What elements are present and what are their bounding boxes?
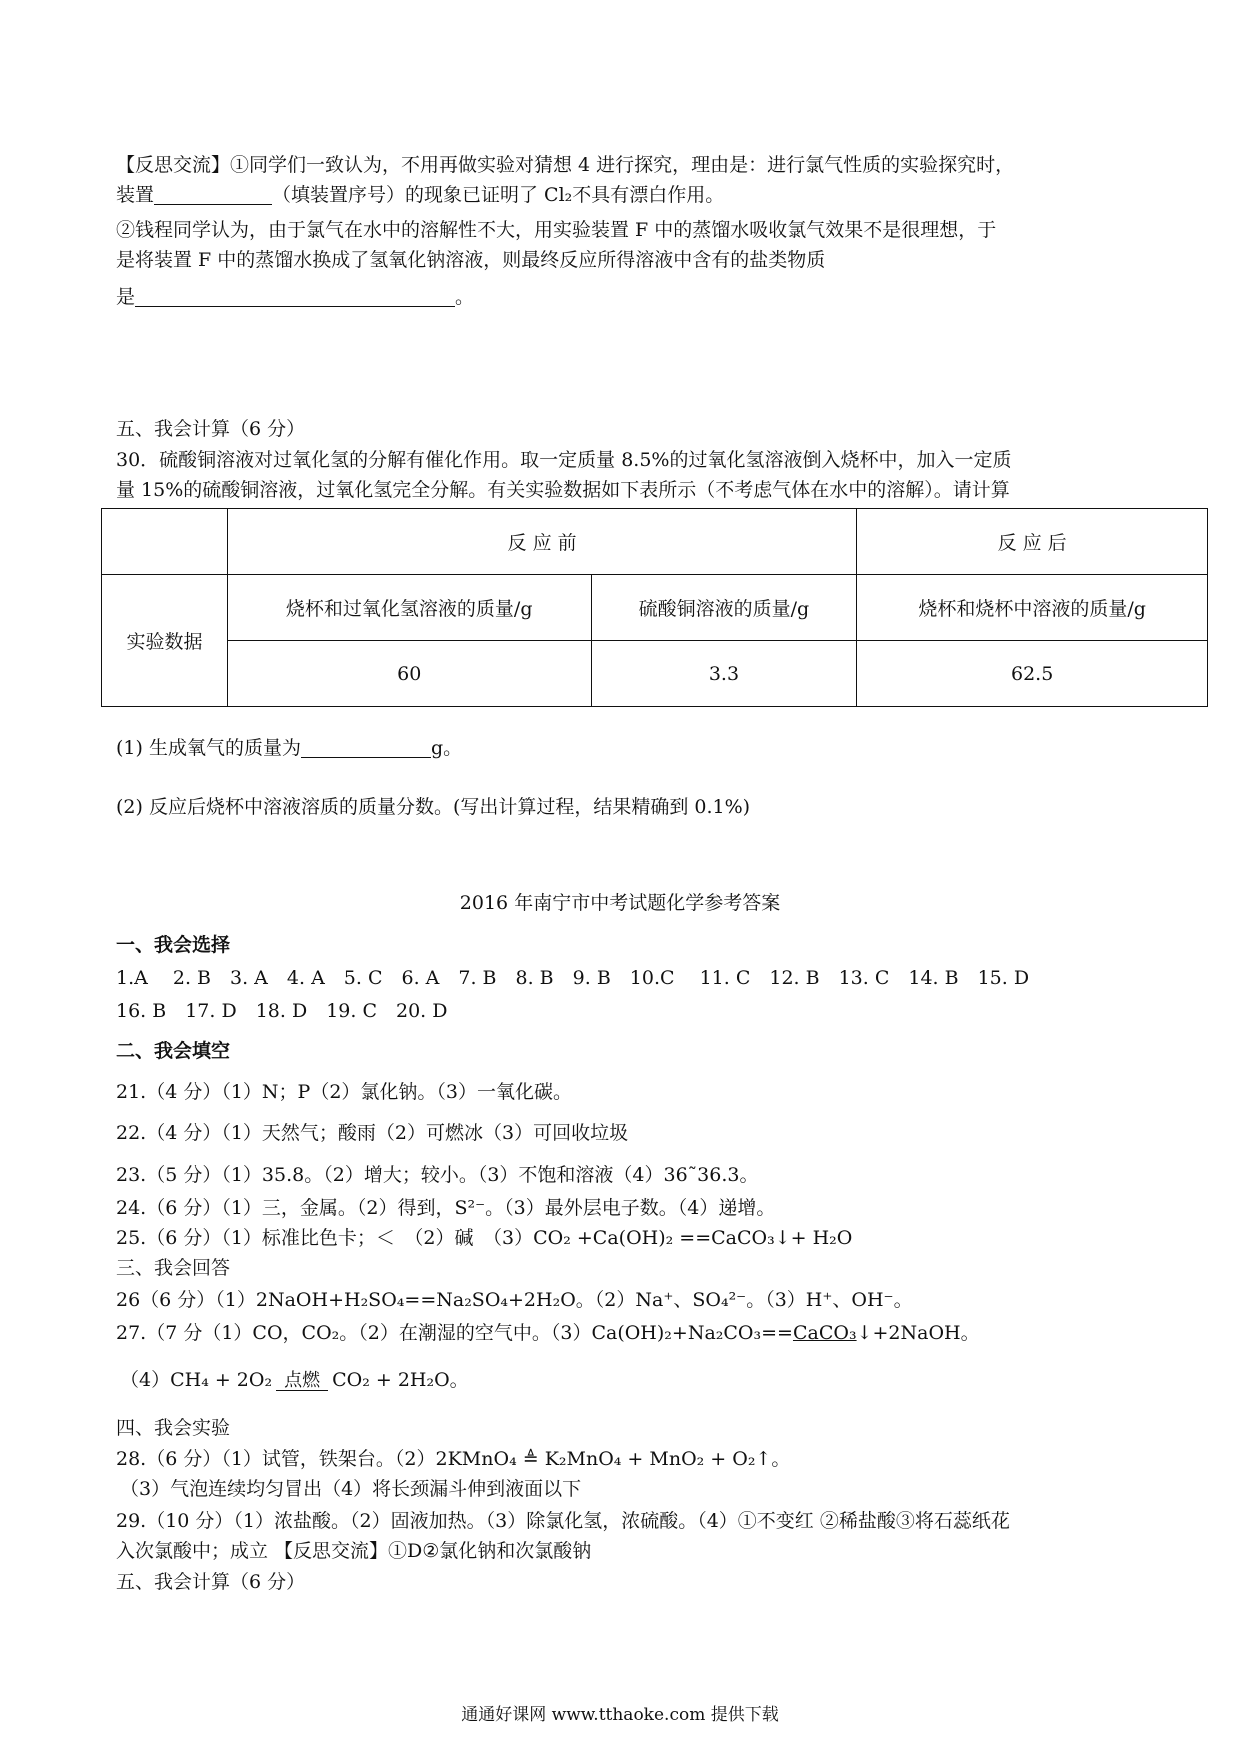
reflection-line-3: ②钱程同学认为，由于氯气在水中的溶解性不大，用实验装置 F 中的蒸馏水吸收氯气效果不是很理想，于 bbox=[116, 219, 997, 241]
answer-27-equation-pre: （4）CH₄ + 2O₂ bbox=[120, 1369, 273, 1391]
answer-26: 26（6 分）（1）2NaOH+H₂SO₄==Na₂SO₄+2H₂O。（2）Na⁺、SO₄²⁻。（3）H⁺、OH⁻。 bbox=[116, 1289, 913, 1311]
reflection-line-5-post: 。 bbox=[455, 286, 475, 308]
reflection-line-5-pre: 是 bbox=[116, 286, 136, 308]
answer-blank-device[interactable] bbox=[154, 182, 272, 205]
reflection-line-2-pre: 装置 bbox=[116, 184, 155, 206]
reflection-line-1: 【反思交流】①同学们一致认为，不用再做实验对猜想 4 进行探究，理由是：进行氯气性质的实验探究时， bbox=[116, 154, 1015, 176]
answer-27 bbox=[116, 1318, 1140, 1348]
answers-section-1-heading: 一、我会选择 bbox=[116, 934, 231, 956]
answers-choice-line-1: 1.A 2. B 3. A 4. A 5. C 6. A 7. B 8. B 9. B 10.C 11. C 12. B 13. C 14. B 15. D bbox=[116, 967, 1030, 989]
answers-choice-line-2: 16. B 17. D 18. D 19. C 20. D bbox=[116, 1000, 448, 1022]
table-value-3: 62.5 bbox=[857, 641, 1208, 707]
answers-title: 2016 年南宁市中考试题化学参考答案 bbox=[459, 892, 781, 914]
reflection-line-2-post: （填装置序号）的现象已证明了 Cl₂不具有漂白作用。 bbox=[272, 184, 725, 206]
table-col-2-header: 硫酸铜溶液的质量/g bbox=[591, 575, 857, 641]
answers-section-4-heading: 四、我会实验 bbox=[116, 1417, 231, 1439]
answer-24: 24.（6 分）（1）三，金属。（2）得到，S²⁻。（3）最外层电子数。（4）递增。 bbox=[116, 1197, 776, 1219]
table-value-1: 60 bbox=[227, 641, 591, 707]
table-value-2: 3.3 bbox=[591, 641, 857, 707]
question-30-line-1: 30．硫酸铜溶液对过氧化氢的分解有催化作用。取一定质量 8.5%的过氧化氢溶液倒入烧杯中，加入一定质 bbox=[116, 449, 1012, 471]
answer-27-underlined: CaCO₃ bbox=[792, 1322, 857, 1344]
answer-21: 21.（4 分）（1）N；P（2）氯化钠。（3）一氧化碳。 bbox=[116, 1081, 573, 1103]
reaction-condition-label: 点燃 bbox=[284, 1369, 321, 1391]
question-30-line-2: 量 15%的硫酸铜溶液，过氧化氢完全分解。有关实验数据如下表所示（不考虑气体在水中的溶解）。请计算 bbox=[116, 479, 1010, 501]
table-corner-cell bbox=[102, 509, 228, 575]
question-2: (2) 反应后烧杯中溶液溶质的质量分数。(写出计算过程，结果精确到 0.1%) bbox=[116, 796, 751, 818]
table-col-1-header: 烧杯和过氧化氢溶液的质量/g bbox=[227, 575, 591, 641]
answer-27-equation bbox=[120, 1365, 1140, 1395]
experiment-data-table bbox=[101, 508, 1208, 707]
page-footer: 通通好课网 www.tthaoke.com 提供下载 bbox=[461, 1705, 779, 1725]
answer-blank-oxygen-mass[interactable] bbox=[301, 735, 431, 758]
answer-27-post: ↓+2NaOH。 bbox=[856, 1322, 980, 1344]
section-5-heading: 五、我会计算（6 分） bbox=[116, 418, 306, 440]
answers-section-3-heading: 三、我会回答 bbox=[116, 1257, 231, 1279]
question-1-post: g。 bbox=[430, 737, 463, 759]
answer-29-continued: 入次氯酸中；成立 【反思交流】①D②氯化钠和次氯酸钠 bbox=[116, 1540, 592, 1562]
table-header-after: 反 应 后 bbox=[857, 509, 1208, 575]
answer-22: 22.（4 分）（1）天然气；酸雨（2）可燃冰（3）可回收垃圾 bbox=[116, 1122, 629, 1144]
answer-27-pre: 27.（7 分（1）CO，CO₂。（2）在潮湿的空气中。（3）Ca(OH)₂+Na₂CO₃== bbox=[116, 1322, 793, 1344]
reflection-line-4: 是将装置 F 中的蒸馏水换成了氢氧化钠溶液，则最终反应所得溶液中含有的盐类物质 bbox=[116, 249, 826, 271]
reflection-line-5 bbox=[116, 282, 1140, 312]
question-1-pre: (1) 生成氧气的质量为 bbox=[116, 737, 301, 759]
answer-28-continued: （3）气泡连续均匀冒出（4）将长颈漏斗伸到液面以下 bbox=[120, 1478, 582, 1500]
answers-section-2-heading: 二、我会填空 bbox=[116, 1040, 231, 1062]
answer-23: 23.（5 分）（1）35.8。（2）增大；较小。（3）不饱和溶液（4）36˜36.3。 bbox=[116, 1164, 759, 1186]
answer-28: 28.（6 分）（1）试管，铁架台。（2）2KMnO₄ ≜ K₂MnO₄ + MnO₂ + O₂↑。 bbox=[116, 1448, 791, 1470]
table-header-before: 反 应 前 bbox=[227, 509, 856, 575]
question-1 bbox=[116, 733, 1140, 763]
answer-blank-salts[interactable] bbox=[135, 284, 455, 307]
table-col-3-header: 烧杯和烧杯中溶液的质量/g bbox=[857, 575, 1208, 641]
reaction-condition bbox=[276, 1369, 328, 1391]
answers-section-5-heading: 五、我会计算（6 分） bbox=[116, 1571, 306, 1593]
answer-27-equation-post: CO₂ + 2H₂O。 bbox=[332, 1369, 469, 1391]
table-row-label: 实验数据 bbox=[102, 575, 228, 707]
answer-25: 25.（6 分）（1）标准比色卡；＜ （2）碱 （3）CO₂ +Ca(OH)₂ ==CaCO₃↓+ H₂O bbox=[116, 1227, 853, 1249]
reflection-line-2 bbox=[116, 180, 1140, 210]
answer-29: 29.（10 分）（1）浓盐酸。（2）固液加热。（3）除氯化氢，浓硫酸。（4）①不变红 ②稀盐酸③将石蕊纸花 bbox=[116, 1510, 1010, 1532]
